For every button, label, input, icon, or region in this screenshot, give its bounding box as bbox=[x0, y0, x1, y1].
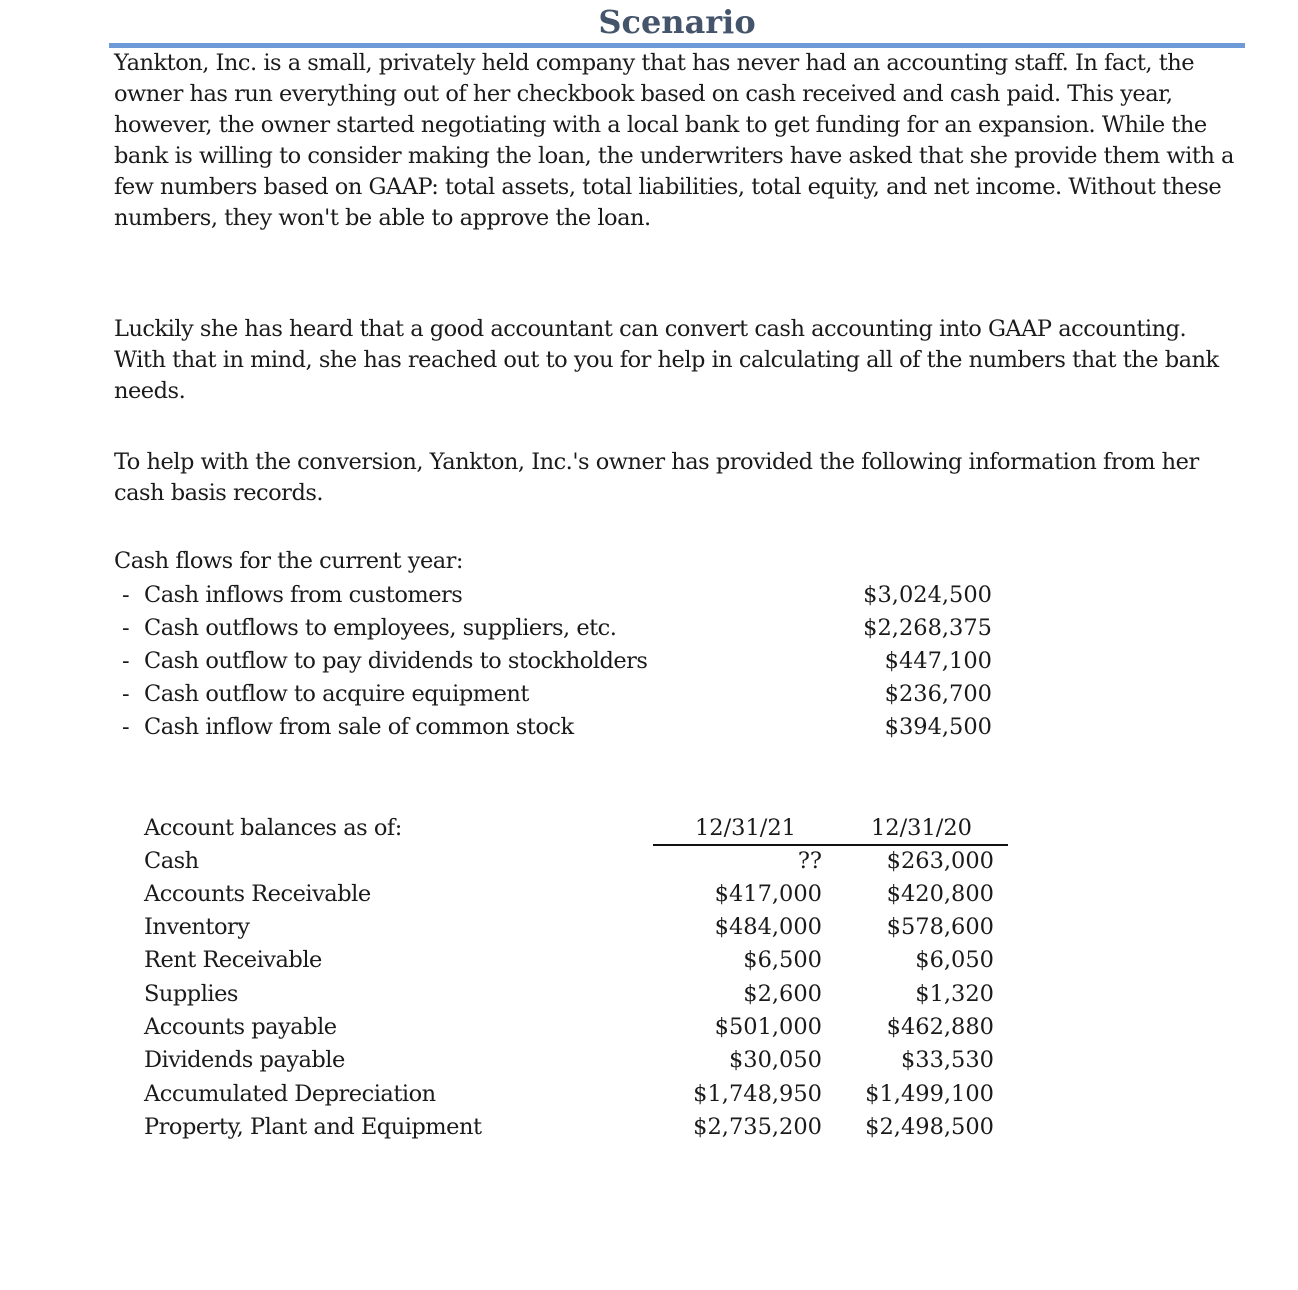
cash-flow-amount: $447,100 bbox=[884, 648, 992, 674]
cash-flows-heading: Cash flows for the current year: bbox=[114, 548, 464, 574]
balance-2020: $420,800 bbox=[886, 881, 994, 907]
column-header-2020: 12/31/20 bbox=[870, 815, 972, 841]
balance-2021: $30,050 bbox=[728, 1047, 822, 1073]
balance-2020: $2,498,500 bbox=[865, 1114, 994, 1140]
cash-flow-row bbox=[122, 711, 992, 744]
cash-flow-amount: $394,500 bbox=[884, 714, 992, 740]
account-label: Cash bbox=[144, 848, 199, 874]
context-paragraph: Luckily she has heard that a good accountant can convert cash accounting into GAAP accounting. With that in mind, she has reached out to you for help in calculating all of the numbers that the bank needs. bbox=[114, 316, 1219, 404]
balance-2021: $484,000 bbox=[714, 914, 822, 940]
balance-2021: $2,600 bbox=[743, 981, 822, 1007]
list-dash: - bbox=[122, 714, 130, 740]
page-title: Scenario bbox=[598, 3, 756, 41]
cash-flow-label: Cash outflows to employees, suppliers, etc. bbox=[144, 615, 617, 641]
records-paragraph: To help with the conversion, Yankton, Inc.'s owner has provided the following information from her cash basis records. bbox=[114, 449, 1199, 506]
account-label: Property, Plant and Equipment bbox=[144, 1114, 482, 1140]
table-row bbox=[144, 978, 994, 1011]
balance-2021: $6,500 bbox=[743, 947, 822, 973]
cash-flow-label: Cash outflow to acquire equipment bbox=[144, 681, 529, 707]
balance-2021: ?? bbox=[797, 848, 822, 874]
account-label: Dividends payable bbox=[144, 1047, 345, 1073]
account-label: Inventory bbox=[144, 914, 250, 940]
table-row bbox=[144, 1011, 994, 1044]
cash-flow-amount: $236,700 bbox=[884, 681, 992, 707]
list-dash: - bbox=[122, 615, 130, 641]
account-label: Accounts Receivable bbox=[144, 881, 371, 907]
table-row bbox=[144, 878, 994, 911]
balance-2021: $417,000 bbox=[714, 881, 822, 907]
cash-flow-row bbox=[122, 612, 992, 645]
account-label: Accounts payable bbox=[144, 1014, 337, 1040]
table-row bbox=[144, 1078, 994, 1111]
balance-2020: $33,530 bbox=[900, 1047, 994, 1073]
balance-2020: $1,499,100 bbox=[865, 1081, 994, 1107]
balances-heading: Account balances as of: bbox=[144, 815, 402, 841]
table-row bbox=[144, 1111, 994, 1144]
table-row bbox=[144, 1044, 994, 1077]
column-header-2021: 12/31/21 bbox=[694, 815, 796, 841]
table-row bbox=[144, 944, 994, 977]
balance-2021: $1,748,950 bbox=[693, 1081, 822, 1107]
table-header-row bbox=[144, 812, 994, 845]
cash-flow-label: Cash inflows from customers bbox=[144, 582, 463, 608]
list-dash: - bbox=[122, 582, 130, 608]
intro-paragraph: Yankton, Inc. is a small, privately held company that has never had an accounting staff. In fact, the owner has run everything out of her checkbook based on cash received and cash paid. This year, however, the owner started negotiating with a local bank to get funding for an expansion. While the bank is willing to consider making the loan, the underwriters have asked that she provide them with a few numbers based on GAAP: total assets, total liabilities, total equity, and net income. Without these numbers, they won't be able to approve the loan. bbox=[114, 50, 1234, 231]
cash-flow-label: Cash outflow to pay dividends to stockholders bbox=[144, 648, 648, 674]
account-label: Supplies bbox=[144, 981, 238, 1007]
cash-flow-row bbox=[122, 579, 992, 612]
table-row bbox=[144, 911, 994, 944]
cash-flow-amount: $2,268,375 bbox=[863, 615, 992, 641]
list-dash: - bbox=[122, 681, 130, 707]
balance-2021: $2,735,200 bbox=[693, 1114, 822, 1140]
cash-flow-amount: $3,024,500 bbox=[863, 582, 992, 608]
cash-flow-label: Cash inflow from sale of common stock bbox=[144, 714, 574, 740]
balance-2020: $263,000 bbox=[886, 848, 994, 874]
cash-flow-row bbox=[122, 645, 992, 678]
account-label: Accumulated Depreciation bbox=[144, 1081, 436, 1107]
balance-2020: $6,050 bbox=[915, 947, 994, 973]
balance-2020: $462,880 bbox=[886, 1014, 994, 1040]
balance-2021: $501,000 bbox=[714, 1014, 822, 1040]
account-label: Rent Receivable bbox=[144, 947, 322, 973]
table-row bbox=[144, 845, 994, 878]
balance-2020: $1,320 bbox=[915, 981, 994, 1007]
balance-2020: $578,600 bbox=[886, 914, 994, 940]
cash-flow-row bbox=[122, 678, 992, 711]
list-dash: - bbox=[122, 648, 130, 674]
